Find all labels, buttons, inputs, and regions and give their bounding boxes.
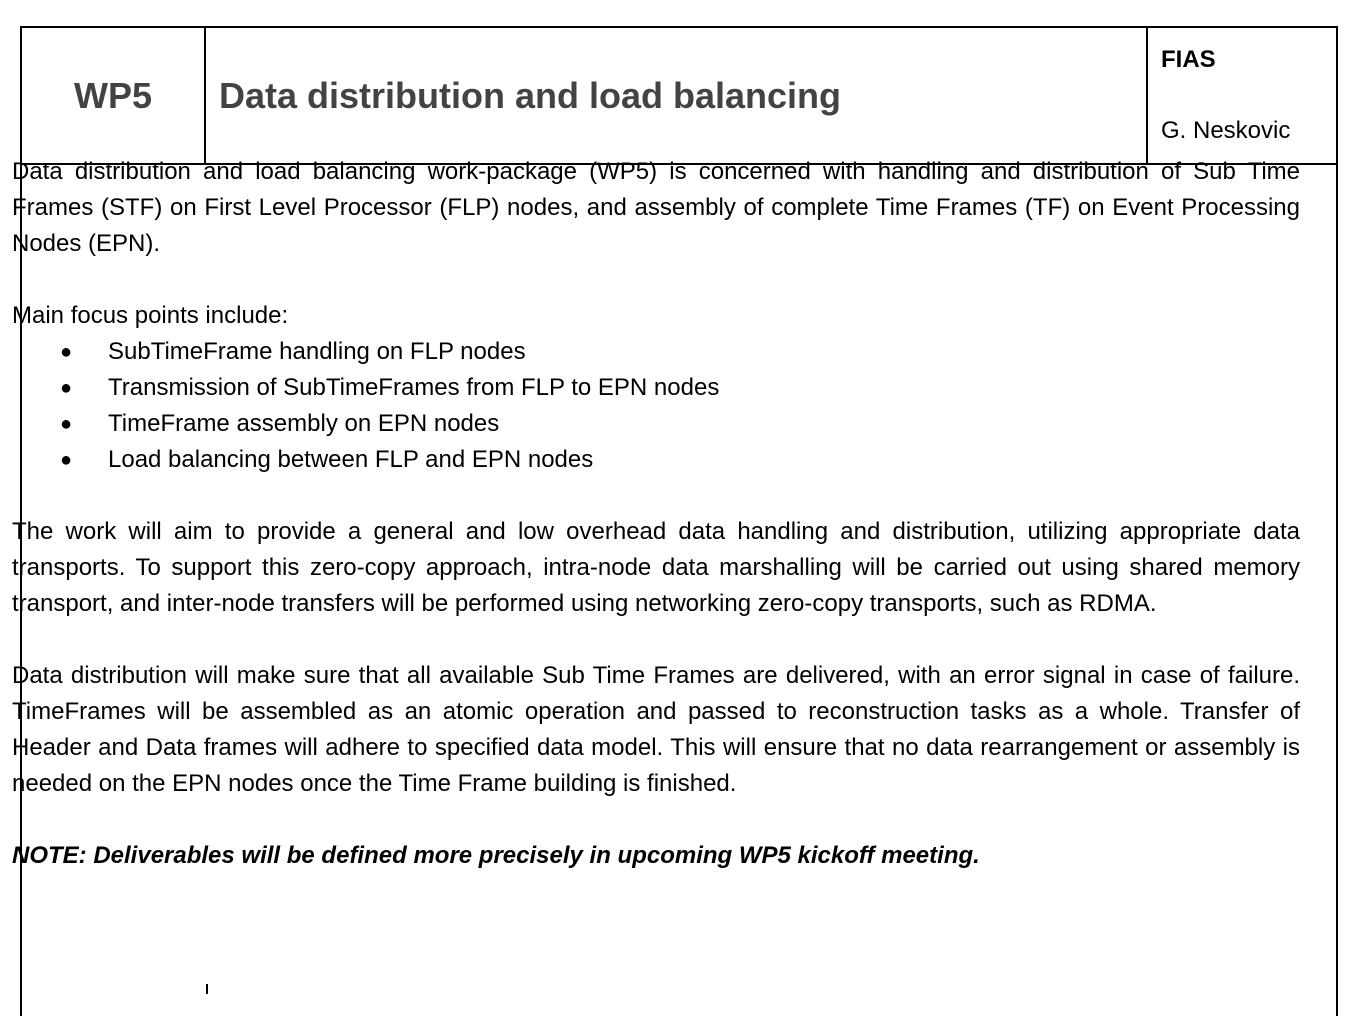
work-package-lead: G. Neskovic: [1161, 117, 1291, 144]
description-cell: [12, 154, 1300, 874]
note-paragraph: NOTE: Deliverables will be defined more precisely in upcoming WP5 kickoff meeting.: [12, 842, 980, 869]
focus-intro: Main focus points include:: [12, 302, 289, 329]
intro-paragraph: Data distribution and load balancing work-package (WP5) is concerned with handling and distribution of Sub Time Frames (STF) on First Level Processor (FLP) nodes, and assembly of complete Time Frames (TF) on Event Processing Nodes (EPN).: [12, 158, 1300, 257]
bullet-icon: ●: [60, 341, 73, 363]
focus-point-text: Load balancing between FLP and EPN nodes: [108, 446, 594, 473]
table-header-row: [22, 28, 1336, 165]
focus-points-list: [12, 334, 1300, 478]
focus-point-text: Transmission of SubTimeFrames from FLP to EPN nodes: [108, 374, 720, 401]
title-cell: [206, 28, 1148, 163]
organization-cell: [1148, 28, 1336, 163]
distribution-paragraph: Data distribution will make sure that all available Sub Time Frames are delivered, with an error signal in case of failure. TimeFrames will be assembled as an atomic operation and passed to reconstruction tasks as a whole. Transfer of Header and Data frames will adhere to specified data model. This will ensure that no data rearrangement or assembly is needed on the EPN nodes once the Time Frame building is finished.: [12, 662, 1300, 797]
wp-code: WP5: [73, 74, 152, 116]
work-aim-paragraph: The work will aim to provide a general and low overhead data handling and distribution, utilizing appropriate data transports. To support this zero-copy approach, intra-node data marshalling will be carried out using shared memory transport, and inter-node transfers will be performed using networking zero-copy transports, such as RDMA.: [12, 518, 1300, 617]
bullet-icon: ●: [60, 377, 73, 399]
list-item: [12, 370, 1300, 406]
focus-point-text: TimeFrame assembly on EPN nodes: [108, 410, 500, 437]
organization-name: FIAS: [1161, 46, 1216, 73]
bullet-icon: ●: [60, 449, 73, 471]
table-column-divider: [206, 984, 208, 994]
focus-point-text: SubTimeFrame handling on FLP nodes: [108, 338, 526, 365]
work-package-title: Data distribution and load balancing: [219, 74, 842, 116]
bullet-icon: ●: [60, 413, 73, 435]
wp-code-cell: [22, 28, 206, 163]
list-item: [12, 442, 1300, 478]
list-item: [12, 406, 1300, 442]
list-item: [12, 334, 1300, 370]
